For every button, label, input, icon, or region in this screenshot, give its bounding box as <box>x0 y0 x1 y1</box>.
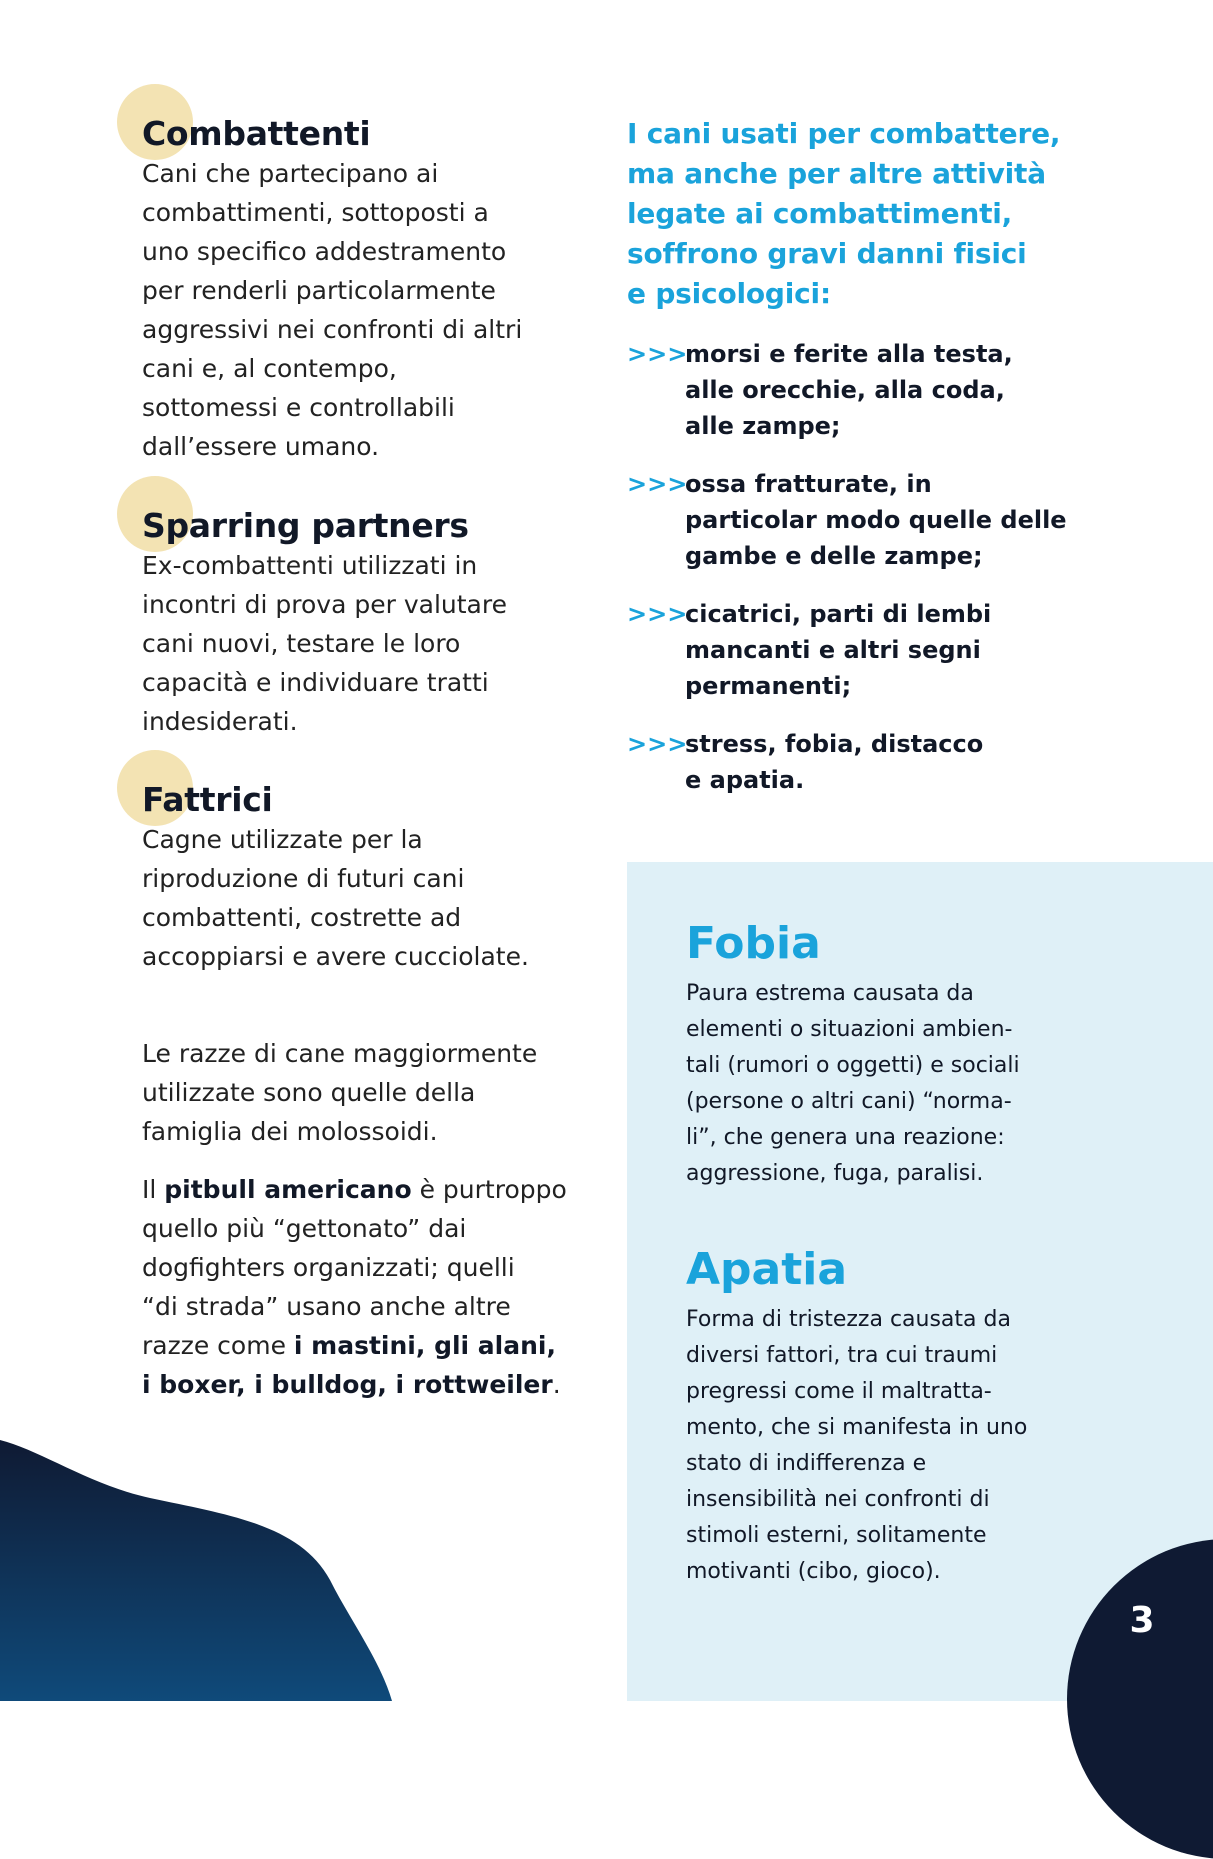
breeds-paragraph: Le razze di cane maggiormente utilizzate sono quelle della famiglia dei molossoidi. <box>142 1039 538 1146</box>
term-apatia <box>686 1244 1066 1590</box>
pitbull-paragraph: Il pitbull americano è purtroppo quello più “gettonato” dai dogfighters organizzati; quelli “di strada” usano anche altre razze come i mastini, gli alani, i boxer, i bulldog, i rottweiler. <box>142 1175 567 1399</box>
category-title: Sparring partners <box>142 506 469 545</box>
wave-blob-decoration <box>0 1440 420 1701</box>
triple-chevron-icon: >>> <box>627 730 688 758</box>
category-sparring-partners <box>142 506 582 741</box>
page-number: 3 <box>1129 1600 1155 1641</box>
triple-chevron-icon: >>> <box>627 470 688 498</box>
list-item: >>> ossa fratturate, in particolar modo quelle delle gambe e delle zampe; <box>627 466 1127 574</box>
triple-chevron-icon: >>> <box>627 600 688 628</box>
list-item: >>> cicatrici, parti di lembi mancanti e altri segni permanenti; <box>627 596 1127 704</box>
highlight-intro: I cani usati per combattere, ma anche per altre attività legate ai combattimenti, soffrono gravi danni fisici e psicologici: <box>627 117 1061 310</box>
category-description: Cani che partecipano ai combattimenti, sottoposti a uno specifico addestramento per renderli particolarmente aggressivi nei confronti di altri cani e, al contempo, sottomessi e controllabili dall’essere umano. <box>142 159 523 461</box>
list-item: >>> morsi e ferite alla testa, alle orecchie, alla coda, alle zampe; <box>627 336 1127 444</box>
category-title: Fattrici <box>142 780 273 819</box>
bold-breeds: i mastini, gli alani, <box>293 1331 556 1360</box>
term-definition: Forma di tristezza causata da diversi fattori, tra cui traumi pregressi come il maltratta- mento, che si manifesta in uno stato di indifferenza e insensibilità nei confronti di stimoli esterni, solitamente motivanti (cibo, gioco). <box>686 1307 1028 1584</box>
triple-chevron-icon: >>> <box>627 340 688 368</box>
bold-breed: pitbull americano <box>164 1175 412 1204</box>
damage-list <box>627 336 1127 820</box>
list-item: >>> stress, fobia, distacco e apatia. <box>627 726 1127 798</box>
term-fobia <box>686 918 1066 1192</box>
category-fattrici <box>142 780 582 976</box>
category-title: Combattenti <box>142 114 371 153</box>
term-title: Fobia <box>686 918 821 969</box>
bold-breeds: i boxer, i bulldog, i rottweiler <box>142 1370 553 1399</box>
category-description: Ex-combattenti utilizzati in incontri di prova per valutare cani nuovi, testare le loro capacità e individuare tratti indesiderati. <box>142 551 507 736</box>
term-title: Apatia <box>686 1244 848 1295</box>
category-description: Cagne utilizzate per la riproduzione di futuri cani combattenti, costrette ad accoppiarsi e avere cucciolate. <box>142 825 529 971</box>
category-combattenti <box>142 114 582 466</box>
term-definition: Paura estrema causata da elementi o situazioni ambien- tali (rumori o oggetti) e sociali (persone o altri cani) “norma- li”, che genera una reazione: aggressione, fuga, paralisi. <box>686 981 1020 1186</box>
